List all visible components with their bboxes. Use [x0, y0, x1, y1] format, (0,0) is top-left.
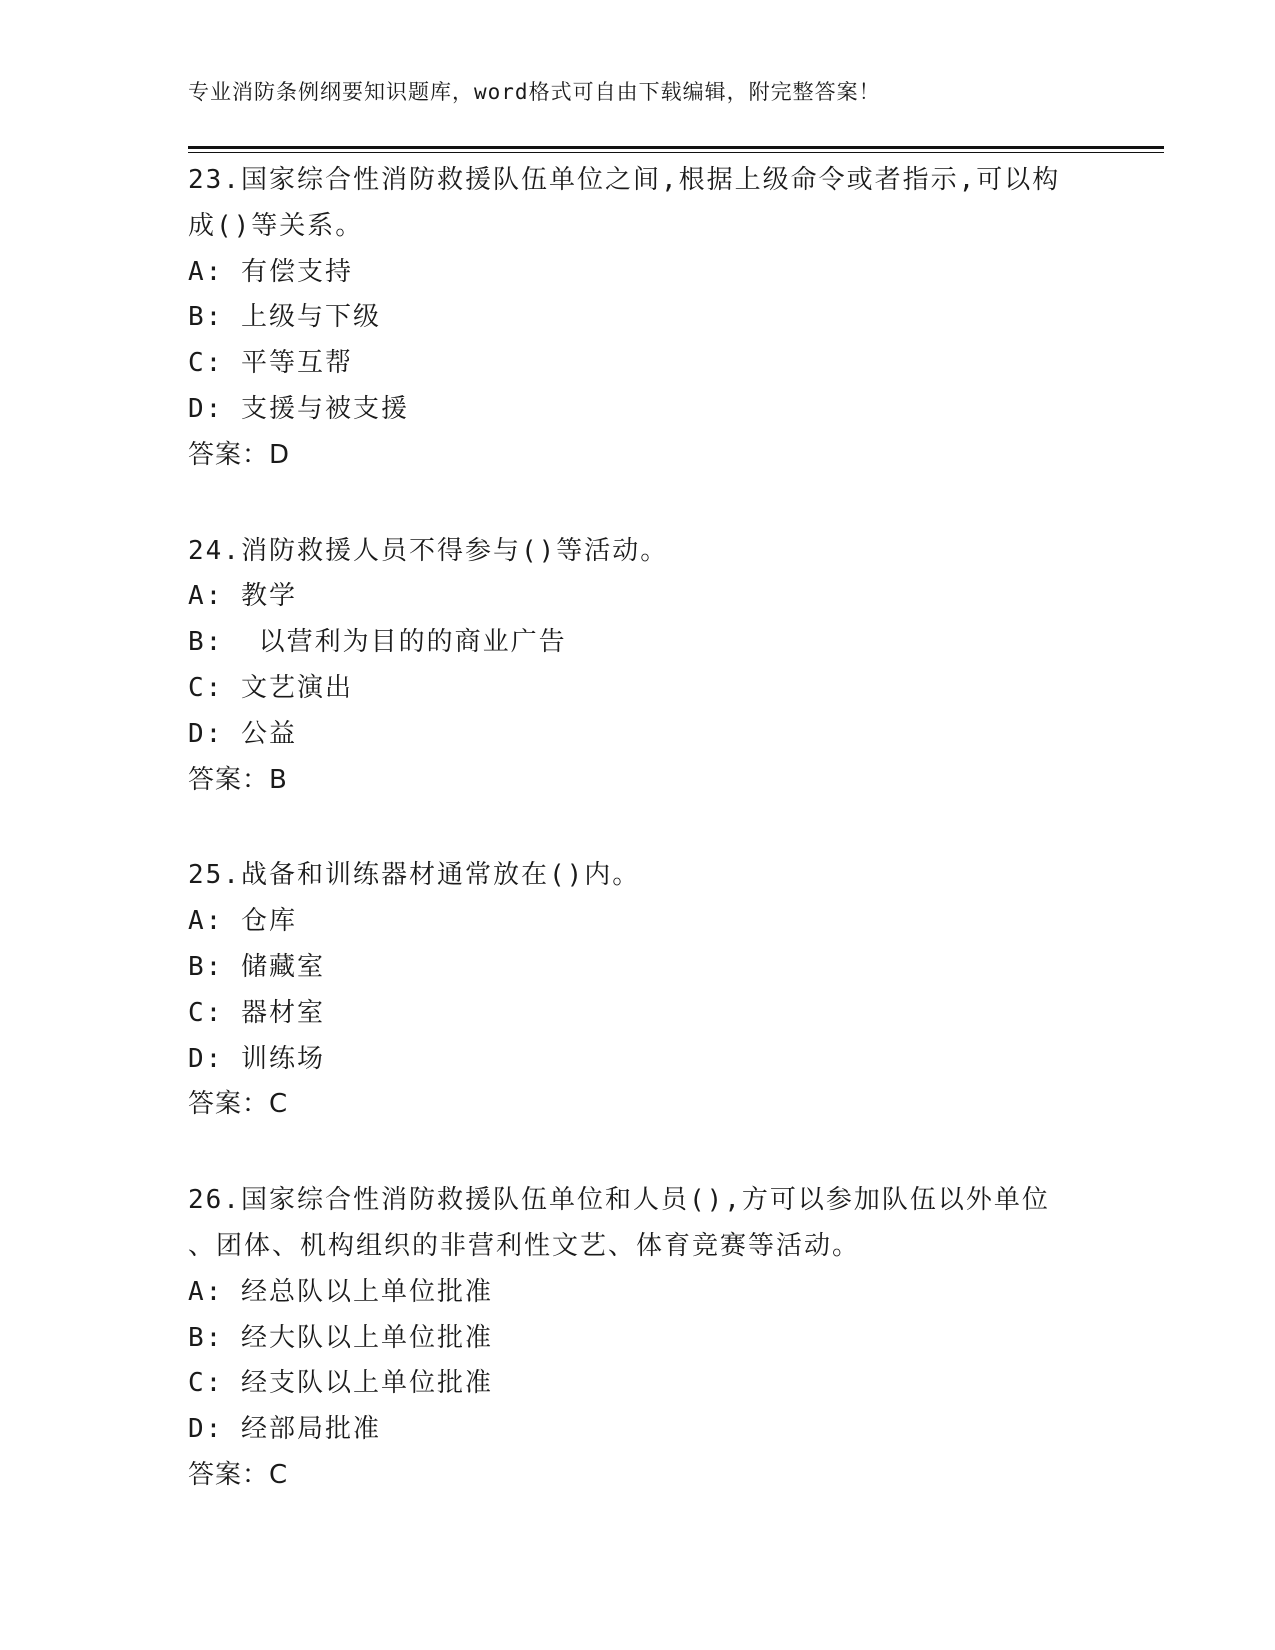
option-b: B: 上级与下级	[188, 302, 381, 333]
question-stem	[188, 853, 1088, 899]
header-rule-thick	[188, 146, 1164, 149]
question-stem	[188, 1178, 1088, 1270]
stem-line: 26.国家综合性消防救援队伍单位和人员(),方可以参加队伍以外单位	[188, 1185, 1050, 1216]
answer-line: 答案：B	[188, 764, 288, 795]
stem-line: 、团体、机构组织的非营利性文艺、体育竞赛等活动。	[188, 1230, 861, 1261]
question-25	[188, 853, 1088, 1128]
question-24	[188, 529, 1088, 804]
option-c: C: 经支队以上单位批准	[188, 1368, 493, 1399]
option-c: C: 器材室	[188, 997, 325, 1028]
option-d: D: 公益	[188, 718, 297, 749]
header-rule-thin	[188, 152, 1164, 153]
question-26	[188, 1178, 1088, 1499]
answer-line: 答案：C	[188, 1459, 289, 1490]
option-d: D: 经部局批准	[188, 1414, 381, 1445]
option-c: C: 文艺演出	[188, 672, 353, 703]
answer-line: 答案：C	[188, 1089, 289, 1120]
option-b: B: 以营利为目的的商业广告	[188, 627, 567, 658]
question-stem	[188, 529, 1088, 575]
stem-line: 23.国家综合性消防救援队伍单位之间,根据上级命令或者指示,可以构	[188, 165, 1061, 195]
option-a: A: 经总队以上单位批准	[188, 1276, 493, 1307]
stem-line: 25.战备和训练器材通常放在()内。	[188, 860, 641, 891]
question-stem	[188, 158, 1088, 250]
option-a: A: 有偿支持	[188, 256, 353, 287]
answer-line: 答案：D	[188, 439, 291, 470]
option-a: A: 教学	[188, 581, 297, 612]
option-b: B: 储藏室	[188, 951, 325, 982]
question-23	[188, 158, 1088, 479]
option-a: A: 仓库	[188, 906, 297, 937]
stem-line: 24.消防救援人员不得参与()等活动。	[188, 535, 669, 566]
option-d: D: 训练场	[188, 1043, 325, 1074]
option-d: D: 支援与被支援	[188, 393, 409, 424]
question-list	[188, 158, 1088, 1549]
page-header: 专业消防条例纲要知识题库，word格式可自由下载编辑，附完整答案！	[188, 80, 881, 104]
option-b: B: 经大队以上单位批准	[188, 1322, 493, 1353]
option-c: C: 平等互帮	[188, 348, 353, 379]
stem-line: 成()等关系。	[188, 210, 364, 241]
